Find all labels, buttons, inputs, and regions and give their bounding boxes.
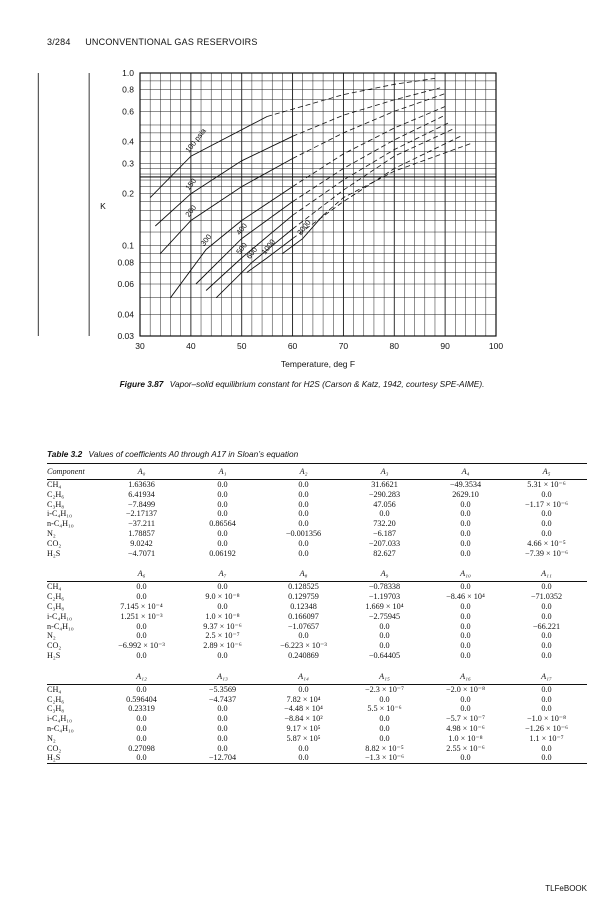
figure-label: Figure 3.87: [119, 379, 164, 389]
table-cell: −6.187: [372, 528, 397, 538]
table-cell: −2.3 × 10⁻⁷: [365, 684, 404, 694]
table-cell: 2.55 × 10⁻⁶: [446, 743, 485, 753]
table-row: [47, 602, 587, 612]
component-name: C₂H₆: [47, 694, 65, 704]
table-cell: 0.0: [298, 480, 309, 489]
x-tick-label: 40: [186, 341, 196, 351]
column-header: A₂: [263, 464, 344, 480]
component-name: C₃H₈: [47, 601, 65, 611]
table-cell: 8.82 × 10⁻⁵: [365, 743, 404, 753]
table-cell: 0.0: [460, 499, 471, 509]
table-cell: 5.87 × 10⁵: [286, 733, 321, 743]
table-cell: 0.0: [217, 714, 228, 724]
series-line-dashed: [323, 144, 471, 216]
table-cell: −6.223 × 10⁻³: [280, 641, 327, 651]
table-cell: 0.0: [541, 684, 552, 694]
table-cell: 1.63636: [128, 480, 155, 489]
table-cell: −8.84 × 10²: [284, 714, 323, 724]
table-cell: 0.0: [460, 548, 471, 558]
table-row: [47, 744, 587, 754]
y-tick-label: 0.06: [117, 279, 134, 290]
series-label: 200: [183, 203, 199, 219]
table-cell: 0.0: [136, 714, 147, 724]
x-tick-label: 70: [338, 341, 349, 351]
table-cell: −8.46 × 10⁴: [446, 592, 485, 602]
table-cell: 0.0: [541, 489, 552, 499]
table-cell: 0.0: [298, 743, 309, 753]
component-name: CH₄: [47, 480, 62, 489]
component-name: CH₄: [47, 684, 62, 694]
component-name: C₃H₈: [47, 499, 65, 509]
table-cell: 0.0: [379, 723, 390, 733]
table-cell: −4.48 × 10⁴: [284, 704, 323, 714]
table-row: [47, 695, 587, 705]
table-cell: 0.0: [298, 499, 309, 509]
table-cell: 0.0: [460, 621, 471, 631]
x-tick-label: 60: [287, 341, 298, 351]
page-number: 3/284: [47, 37, 71, 47]
table-cell: −1.07657: [287, 621, 320, 631]
table-cell: −12.704: [182, 753, 263, 763]
table-cell: 0.0: [541, 650, 552, 660]
column-header: A₁₄: [263, 669, 344, 685]
table-cell: 0.0: [298, 538, 309, 548]
table-cell: −49.3534: [449, 480, 482, 489]
table-cell: 0.0: [460, 528, 471, 538]
component-name: C₂H₆: [47, 592, 65, 602]
series-line-dashed: [293, 88, 441, 136]
table-cell: −290.283: [368, 489, 401, 499]
table-row: [47, 500, 587, 510]
table-cell: 7.145 × 10⁻⁴: [120, 601, 163, 611]
table-cell: 0.0: [217, 480, 228, 489]
table-row: [47, 509, 587, 519]
table-cell: 0.0: [379, 714, 390, 724]
table-cell: 0.0: [217, 723, 228, 733]
table-cell: 0.0: [460, 582, 471, 592]
table-row: [47, 539, 587, 549]
table-cell: 0.240869: [288, 650, 319, 660]
table-cell: 0.0: [298, 519, 309, 529]
y-tick-label: 0.03: [117, 331, 134, 341]
table-cell: 0.596404: [126, 694, 157, 704]
table-cell: −0.64405: [368, 650, 401, 660]
series-label: 100 psia: [183, 126, 208, 155]
grid: [38, 73, 496, 336]
table-cell: 0.0: [298, 509, 309, 519]
table-cell: 7.82 × 10⁴: [286, 694, 321, 704]
table-cell: −2.75945: [368, 611, 401, 621]
column-header: A₀: [101, 464, 182, 480]
table-cell: 1.669 × 10⁴: [365, 601, 404, 611]
table-row: [47, 753, 587, 763]
series-label: 600: [244, 245, 260, 261]
table-cell: 1.0 × 10⁻⁸: [448, 733, 483, 743]
table-header-row: [47, 669, 587, 685]
footer-text: TLFeBOOK: [545, 884, 587, 893]
series-label: 500: [234, 240, 249, 257]
table-cell: 0.0: [136, 733, 147, 743]
series-line: [216, 229, 292, 298]
table-cell: −7.8499: [127, 499, 156, 509]
series-label: 400: [234, 221, 249, 237]
table-cell: 0.0: [460, 631, 471, 641]
table-cell: 732.20: [373, 519, 396, 529]
table-cell: 0.0: [136, 621, 147, 631]
table-cell: 0.23319: [128, 704, 155, 714]
table-cell: 0.0: [541, 519, 552, 529]
table-cell: 0.0: [541, 601, 552, 611]
table-row: [47, 651, 587, 661]
component-name: i-C₄H₁₀: [47, 714, 72, 724]
table-cell: −4.7071: [127, 548, 156, 558]
table-cell: 0.06192: [209, 548, 236, 558]
component-name: C₃H₈: [47, 704, 65, 714]
table-cell: −2.0 × 10⁻⁸: [446, 684, 485, 694]
x-tick-label: 50: [236, 341, 247, 351]
figure-caption-text: Vapor–solid equilibrium constant for H2S (Carson & Katz, 1942, courtesy SPE-AIME).: [169, 379, 485, 389]
table-cell: 0.0: [506, 753, 587, 763]
series-label: 300: [198, 232, 214, 248]
table-row: [47, 480, 587, 490]
component-header: [47, 566, 101, 582]
table-cell: −66.221: [532, 621, 561, 631]
column-header: A₁₁: [506, 566, 587, 582]
y-tick-label: 0.2: [122, 188, 134, 199]
table-cell: 0.0: [460, 601, 471, 611]
table-cell: 0.0: [379, 641, 390, 651]
table-cell: 82.627: [373, 548, 396, 558]
table-cell: 1.1 × 10⁻⁷: [529, 733, 564, 743]
table-row: [47, 641, 587, 651]
column-header: A₁: [182, 464, 263, 480]
x-tick-label: 100: [488, 341, 504, 351]
plot-frame: [140, 73, 496, 336]
table-cell: 0.0: [460, 694, 471, 704]
column-header: A₁₇: [506, 669, 587, 685]
table-cell: 0.0: [136, 631, 147, 641]
column-header: A₆: [101, 566, 182, 582]
table-cell: 0.0: [541, 528, 552, 538]
table-cell: 0.0: [217, 650, 228, 660]
table-cell: 0.0: [217, 601, 228, 611]
table-cell: 2.5 × 10⁻⁷: [205, 631, 240, 641]
table-cell: 0.0: [298, 684, 309, 694]
y-tick-label: 0.08: [117, 257, 134, 268]
table-cell: −5.3569: [208, 684, 237, 694]
table-cell: −1.0 × 10⁻⁸: [527, 714, 566, 724]
table-cell: 0.0: [460, 641, 471, 651]
series-line-dashed: [293, 115, 446, 201]
coefficient-table: [47, 463, 587, 764]
block-gap: [47, 661, 587, 669]
table-cell: 9.0 × 10⁻⁸: [205, 592, 240, 602]
table-cell: 0.0: [541, 631, 552, 641]
column-header: A₈: [263, 566, 344, 582]
k-value-chart: [0, 0, 604, 372]
column-header: A₅: [506, 464, 587, 480]
column-header: A₃: [344, 464, 425, 480]
table-cell: 0.0: [217, 489, 228, 499]
column-header: A₇: [182, 566, 263, 582]
component-name: n-C₄H₁₀: [47, 621, 74, 631]
table-cell: 0.0: [460, 611, 471, 621]
table-cell: 0.0: [541, 641, 552, 651]
y-tick-label: 0.04: [117, 309, 134, 320]
running-title: UNCONVENTIONAL GAS RESERVOIRS: [85, 37, 258, 47]
table-cell: 0.0: [541, 509, 552, 519]
component-name: CO₂: [47, 538, 62, 548]
table-cell: 0.128525: [288, 582, 319, 592]
table-cell: −1.26 × 10⁻⁶: [524, 723, 569, 733]
column-header: A₁₆: [425, 669, 506, 685]
table-row: [47, 714, 587, 724]
series-label: 150: [183, 176, 199, 192]
column-header: A₁₂: [101, 669, 182, 685]
table-cell: 0.129759: [288, 592, 319, 602]
table-cell: 9.37 × 10⁻⁶: [203, 621, 242, 631]
table-cell: 5.31 × 10⁻⁶: [527, 480, 566, 489]
component-name: i-C₄H₁₀: [47, 611, 72, 621]
table-cell: 0.0: [379, 509, 390, 519]
component-name: H₂S: [47, 753, 101, 763]
y-tick-label: 0.8: [122, 84, 134, 95]
x-tick-label: 80: [389, 341, 400, 351]
table-cell: −6.992 × 10⁻³: [118, 641, 165, 651]
series-label: 1000: [259, 237, 277, 257]
component-name: CO₂: [47, 743, 62, 753]
table-row: [47, 592, 587, 602]
table-row: [47, 734, 587, 744]
y-tick-label: 0.4: [122, 136, 134, 147]
column-header: A₁₀: [425, 566, 506, 582]
coefficient-table-wrap: [47, 463, 587, 764]
table-cell: 0.0: [379, 694, 390, 704]
table-cell: 0.0: [460, 538, 471, 548]
column-header: A₉: [344, 566, 425, 582]
table-cell: 0.0: [379, 621, 390, 631]
table-cell: 0.0: [217, 743, 228, 753]
table-cell: 1.251 × 10⁻³: [120, 611, 163, 621]
table-cell: 31.6621: [371, 480, 398, 489]
component-name: n-C₄H₁₀: [47, 723, 74, 733]
component-name: H₂S: [47, 650, 61, 660]
table-cell: 0.0: [541, 704, 552, 714]
table-cell: 0.0: [460, 519, 471, 529]
component-name: CO₂: [47, 641, 62, 651]
table-caption: [47, 449, 298, 459]
table-row: [47, 724, 587, 734]
component-name: N₂: [47, 733, 56, 743]
table-cell: 0.0: [379, 733, 390, 743]
table-row: [47, 519, 587, 529]
table-cell: −5.7 × 10⁻⁷: [446, 714, 485, 724]
x-tick-label: 30: [135, 341, 145, 351]
column-header: A₄: [425, 464, 506, 480]
table-cell: 0.0: [217, 499, 228, 509]
block-gap: [47, 558, 587, 566]
figure-caption: [0, 379, 604, 389]
series-label: 2000: [295, 218, 313, 237]
table-cell: 0.0: [217, 582, 228, 592]
table-cell: 0.0: [263, 753, 344, 763]
y-tick-label: 1.0: [122, 68, 134, 78]
column-header: A₁₅: [344, 669, 425, 685]
table-cell: 4.98 × 10⁻⁶: [446, 723, 485, 733]
table-cell: 0.166097: [288, 611, 319, 621]
table-cell: 4.66 × 10⁻⁵: [527, 538, 566, 548]
table-label: Table 3.2: [47, 449, 83, 459]
column-header: A₁₃: [182, 669, 263, 685]
table-cell: −1.17 × 10⁻⁶: [524, 499, 569, 509]
table-cell: 0.0: [379, 631, 390, 641]
table-cell: 0.0: [217, 528, 228, 538]
table-cell: 0.0: [217, 509, 228, 519]
table-cell: −1.19703: [368, 592, 401, 602]
table-header-row: [47, 566, 587, 582]
table-cell: 6.41934: [128, 489, 155, 499]
x-axis-label: Temperature, deg F: [280, 359, 356, 369]
component-name: N₂: [47, 528, 56, 538]
table-cell: −2.17137: [125, 509, 158, 519]
table-row: [47, 490, 587, 500]
table-cell: 0.0: [541, 743, 552, 753]
table-cell: −4.7437: [208, 694, 237, 704]
table-cell: 1.0 × 10⁻⁸: [205, 611, 240, 621]
table-cell: 0.0: [101, 753, 182, 763]
table-cell: 0.27098: [128, 743, 155, 753]
table-cell: −207.033: [368, 538, 401, 548]
table-cell: 0.0: [541, 611, 552, 621]
table-cell: −1.3 × 10⁻⁶: [344, 753, 425, 763]
component-name: N₂: [47, 631, 56, 641]
table-row: [47, 631, 587, 641]
table-cell: 9.17 × 10⁵: [286, 723, 321, 733]
component-name: i-C₄H₁₀: [47, 509, 72, 519]
table-cell: 0.0: [136, 723, 147, 733]
component-name: H₂S: [47, 548, 61, 558]
table-cell: 5.5 × 10⁻⁶: [367, 704, 402, 714]
y-axis-label: K: [100, 200, 106, 211]
table-cell: 0.0: [460, 704, 471, 714]
x-tick-label: 90: [440, 341, 450, 351]
table-header-row: [47, 464, 587, 480]
table-cell: 2629.10: [452, 489, 479, 499]
table-cell: 0.0: [425, 753, 506, 763]
table-row: [47, 622, 587, 632]
table-cell: −37.211: [128, 519, 155, 529]
table-cell: 0.0: [298, 489, 309, 499]
table-cell: 0.0: [541, 582, 552, 592]
component-header: [47, 669, 101, 685]
table-cell: 0.0: [298, 631, 309, 641]
table-cell: 0.0: [460, 650, 471, 660]
series-line: [160, 159, 292, 257]
table-cell: 0.0: [217, 538, 228, 548]
y-tick-label: 0.6: [122, 106, 134, 117]
table-cell: 0.0: [460, 509, 471, 519]
table-cell: 2.89 × 10⁻⁶: [203, 641, 242, 651]
table-row: [47, 684, 587, 694]
table-cell: 0.0: [136, 592, 147, 602]
table-row: [47, 704, 587, 714]
table-cell: −0.001356: [285, 528, 322, 538]
component-name: CH₄: [47, 582, 62, 592]
table-cell: 0.0: [136, 650, 147, 660]
component-name: C₂H₆: [47, 489, 65, 499]
table-cell: 0.0: [136, 582, 147, 592]
table-cell: 0.0: [136, 684, 147, 694]
table-row: [47, 529, 587, 539]
table-row: [47, 612, 587, 622]
table-row: [47, 582, 587, 592]
table-cell: 0.0: [298, 548, 309, 558]
table-cell: 0.86564: [209, 519, 236, 529]
table-cell: 0.0: [541, 694, 552, 704]
table-cell: 0.0: [217, 704, 228, 714]
table-cell: 0.12348: [290, 601, 317, 611]
table-cell: −7.39 × 10⁻⁶: [524, 548, 569, 558]
table-cell: 0.0: [217, 733, 228, 743]
table-row: [47, 549, 587, 559]
table-cell: −0.78338: [368, 582, 401, 592]
table-cell: 9.0242: [130, 538, 153, 548]
table-cell: −71.0352: [530, 592, 563, 602]
table-caption-text: Values of coefficients A0 through A17 in Sloan’s equation: [88, 449, 299, 459]
table-cell: 1.78857: [128, 528, 155, 538]
y-tick-label: 0.3: [122, 158, 134, 169]
table-cell: 47.056: [373, 499, 396, 509]
y-tick-label: 0.1: [122, 240, 134, 251]
component-name: n-C₄H₁₀: [47, 519, 74, 529]
component-header: Component: [47, 464, 101, 480]
series-line-dashed: [293, 94, 446, 159]
